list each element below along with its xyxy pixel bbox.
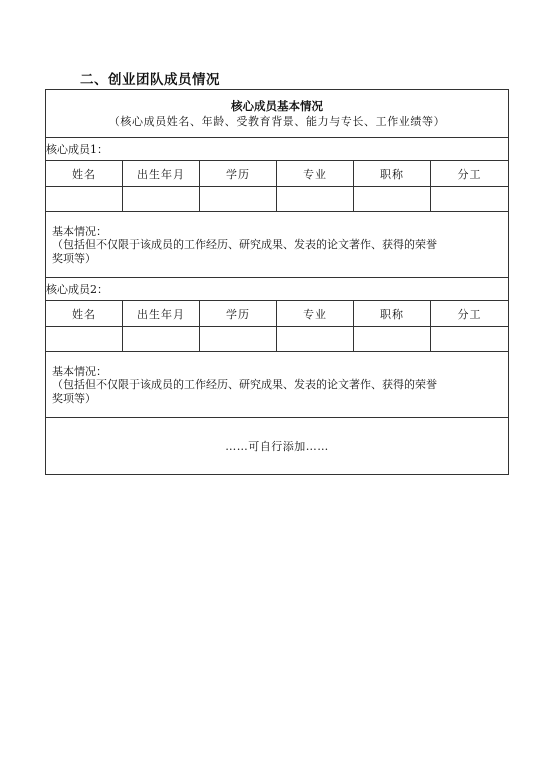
member-2-role-cell[interactable] bbox=[431, 327, 509, 352]
member-2-info-hint-cont: 奖项等） bbox=[52, 391, 96, 405]
member-1-info-hint: （包括但不仅限于该成员的工作经历、研究成果、发表的论文著作、获得的荣誉 bbox=[52, 238, 437, 252]
member-1-info-label: 基本情况： bbox=[52, 224, 107, 238]
table-subtitle: （核心成员姓名、年龄、受教育背景、能力与专长、工作业绩等） bbox=[108, 114, 446, 128]
member-1-info-hint-cont: 奖项等） bbox=[52, 251, 96, 265]
member-1-title-cell[interactable] bbox=[354, 187, 431, 212]
member-1-education-cell[interactable] bbox=[200, 187, 277, 212]
column-header-name: 姓名 bbox=[46, 301, 123, 327]
member-2-info-hint: （包括但不仅限于该成员的工作经历、研究成果、发表的论文著作、获得的荣誉 bbox=[52, 378, 437, 392]
column-header-role: 分工 bbox=[431, 161, 509, 187]
team-members-table bbox=[45, 89, 509, 475]
member-label-1: 核心成员1： bbox=[46, 138, 509, 161]
member-1-name-cell[interactable] bbox=[46, 187, 123, 212]
table-title: 核心成员基本情况 bbox=[231, 98, 323, 113]
member-2-info-label: 基本情况： bbox=[52, 364, 107, 378]
column-header-education: 学历 bbox=[200, 301, 277, 327]
member-1-major-cell[interactable] bbox=[277, 187, 354, 212]
member-2-name-cell[interactable] bbox=[46, 327, 123, 352]
column-header-major: 专业 bbox=[277, 161, 354, 187]
member-2-major-cell[interactable] bbox=[277, 327, 354, 352]
member-2-info-cell[interactable] bbox=[46, 352, 509, 418]
column-header-name: 姓名 bbox=[46, 161, 123, 187]
column-header-major: 专业 bbox=[277, 301, 354, 327]
member-label-2: 核心成员2： bbox=[46, 278, 509, 301]
column-header-title: 职称 bbox=[354, 301, 431, 327]
column-header-birth: 出生年月 bbox=[123, 161, 200, 187]
column-header-title: 职称 bbox=[354, 161, 431, 187]
column-header-role: 分工 bbox=[431, 301, 509, 327]
column-header-education: 学历 bbox=[200, 161, 277, 187]
member-1-role-cell[interactable] bbox=[431, 187, 509, 212]
table-header-cell bbox=[46, 90, 509, 138]
section-title: 二、创业团队成员情况 bbox=[80, 72, 220, 88]
member-2-birth-cell[interactable] bbox=[123, 327, 200, 352]
member-1-info-cell[interactable] bbox=[46, 212, 509, 278]
member-2-education-cell[interactable] bbox=[200, 327, 277, 352]
column-header-birth: 出生年月 bbox=[123, 301, 200, 327]
member-1-birth-cell[interactable] bbox=[123, 187, 200, 212]
member-2-title-cell[interactable] bbox=[354, 327, 431, 352]
add-more-note: ……可自行添加…… bbox=[46, 418, 509, 475]
